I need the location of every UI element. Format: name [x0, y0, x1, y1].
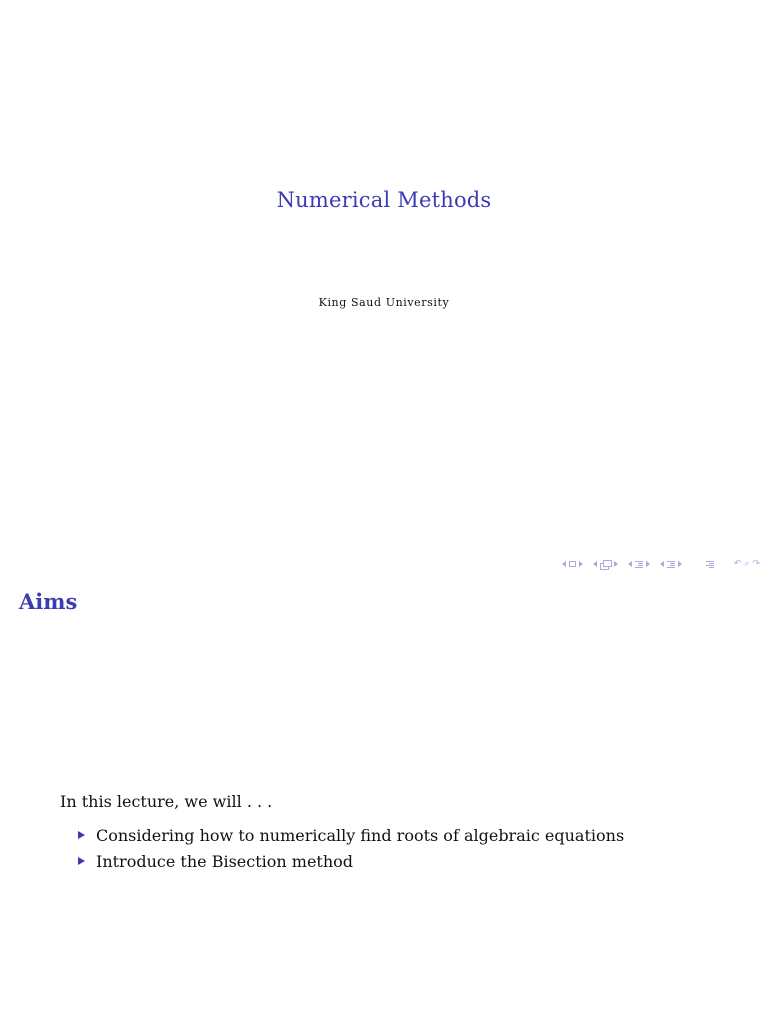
list-item-text: Introduce the Bisection method [96, 851, 354, 871]
nav-back-icon[interactable]: ↶ [733, 559, 742, 569]
list-item [78, 822, 624, 848]
nav-forward-icon[interactable]: ↷ [752, 559, 760, 569]
nav-next-part-icon[interactable] [678, 561, 682, 567]
presentation-title: Numerical Methods [276, 188, 492, 212]
nav-search-icon[interactable]: ⌕ [744, 559, 750, 569]
nav-section-group[interactable] [628, 561, 650, 568]
nav-prev-section-icon[interactable] [628, 561, 632, 567]
nav-search-group[interactable] [734, 559, 760, 569]
nav-part-icon[interactable] [667, 561, 675, 568]
aims-list [78, 822, 624, 874]
nav-next-section-icon[interactable] [646, 561, 650, 567]
nav-subsection-group[interactable] [593, 560, 618, 569]
nav-prev-frame-icon[interactable] [562, 561, 566, 567]
nav-prev-part-icon[interactable] [660, 561, 664, 567]
nav-document-icon[interactable] [706, 561, 714, 568]
institute-name: King Saud University [318, 296, 450, 309]
frame-title: Aims [19, 589, 78, 614]
nav-section-icon[interactable] [635, 561, 643, 568]
nav-part-group[interactable] [660, 561, 682, 568]
nav-next-subsection-icon[interactable] [614, 561, 618, 567]
nav-next-frame-icon[interactable] [579, 561, 583, 567]
bullet-triangle-icon [78, 831, 85, 839]
bullet-triangle-icon [78, 857, 85, 865]
nav-frame-icon[interactable] [569, 561, 576, 567]
list-item [78, 848, 624, 874]
lead-text: In this lecture, we will . . . [60, 792, 273, 811]
list-item-text: Considering how to numerically find roots of algebraic equations [96, 825, 625, 845]
aims-slide [0, 576, 768, 1024]
nav-frame-group[interactable] [562, 561, 583, 567]
nav-document-group[interactable] [706, 561, 714, 568]
navigation-bar [552, 557, 760, 571]
nav-prev-subsection-icon[interactable] [593, 561, 597, 567]
nav-subsection-icon[interactable] [600, 560, 611, 569]
